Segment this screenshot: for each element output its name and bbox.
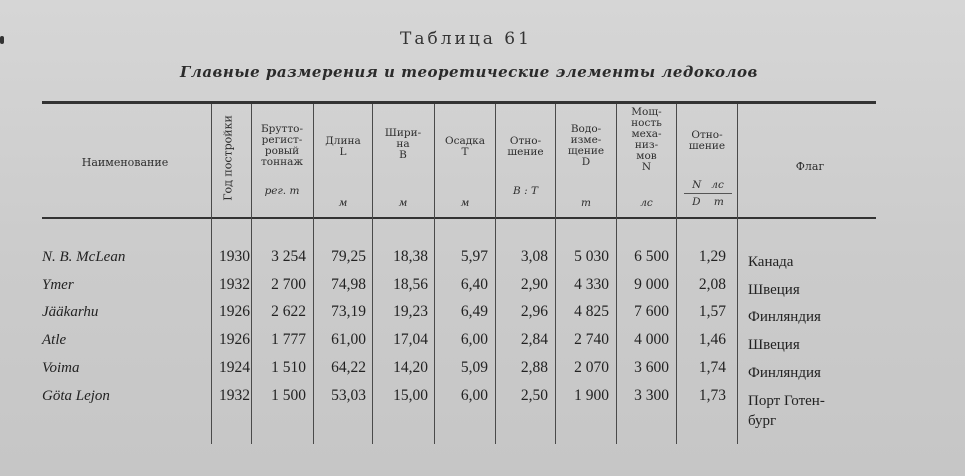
cell-tonnage: 2 700 <box>271 276 306 293</box>
cell-disp: 4 330 <box>574 276 609 293</box>
column-divider <box>211 104 212 444</box>
column-divider <box>555 104 556 444</box>
header-power: Мощ- ность меха- низ- мов N <box>631 106 662 173</box>
cell-disp: 2 070 <box>574 359 609 376</box>
cell-nd: 1,46 <box>698 331 726 348</box>
cell-nd: 1,73 <box>698 387 726 404</box>
cell-draft: 6,40 <box>460 276 488 293</box>
header-draft-unit: м <box>460 197 470 209</box>
ship-name: Göta Lejon <box>42 388 110 404</box>
cell-flag: Швеция <box>748 282 800 298</box>
cell-year: 1926 <box>219 303 250 320</box>
cell-flag: Порт Готен- бург <box>748 393 825 429</box>
ship-name: Atle <box>42 332 67 348</box>
cell-draft: 5,97 <box>460 248 488 265</box>
header-displacement: Водо- изме- щение D <box>567 123 605 168</box>
cell-draft: 5,09 <box>460 359 488 376</box>
cell-bt: 2,90 <box>520 276 548 293</box>
cell-disp: 5 030 <box>574 248 609 265</box>
header-ratio-nd-bottom: D т <box>692 196 724 208</box>
cell-width: 15,00 <box>393 387 428 404</box>
cell-length: 61,00 <box>331 331 366 348</box>
header-length: Длина L <box>325 135 361 158</box>
cell-power: 9 000 <box>634 276 669 293</box>
table-title: Главные размерения и теоретические элементы ледоколов <box>180 63 758 81</box>
header-name: Наименование <box>81 156 169 169</box>
cell-tonnage: 2 622 <box>271 303 306 320</box>
cell-power: 3 300 <box>634 387 669 404</box>
cell-nd: 1,29 <box>698 248 726 265</box>
cell-draft: 6,00 <box>460 387 488 404</box>
header-tonnage-unit: рег. т <box>264 185 300 197</box>
cell-year: 1924 <box>219 359 250 376</box>
header-ratio-bt-unit: B : T <box>513 185 538 197</box>
cell-power: 6 500 <box>634 248 669 265</box>
cell-bt: 3,08 <box>520 248 548 265</box>
header-ratio-bt: Отно- шение <box>507 135 544 158</box>
cell-year: 1932 <box>219 387 250 404</box>
column-divider <box>434 104 435 444</box>
cell-draft: 6,00 <box>460 331 488 348</box>
header-ratio-nd: Отно- шение <box>688 129 726 152</box>
cell-power: 7 600 <box>634 303 669 320</box>
cell-year: 1932 <box>219 276 250 293</box>
cell-nd: 1,74 <box>698 359 726 376</box>
header-year: Год постройки <box>221 115 235 201</box>
cell-nd: 1,57 <box>698 303 726 320</box>
column-divider <box>616 104 617 444</box>
cell-bt: 2,84 <box>520 331 548 348</box>
cell-flag: Финляндия <box>748 309 821 325</box>
cell-width: 18,56 <box>393 276 428 293</box>
cell-draft: 6,49 <box>460 303 488 320</box>
cell-width: 19,23 <box>393 303 428 320</box>
margin-mark <box>0 36 4 44</box>
column-divider <box>737 104 738 444</box>
cell-width: 17,04 <box>393 331 428 348</box>
cell-power: 3 600 <box>634 359 669 376</box>
header-width: Шири- на B <box>384 127 422 161</box>
column-divider <box>251 104 252 444</box>
cell-disp: 1 900 <box>574 387 609 404</box>
column-divider <box>313 104 314 444</box>
cell-flag: Швеция <box>748 337 800 353</box>
cell-flag: Финляндия <box>748 365 821 381</box>
cell-tonnage: 1 500 <box>271 387 306 404</box>
cell-tonnage: 1 510 <box>271 359 306 376</box>
cell-length: 74,98 <box>331 276 366 293</box>
cell-year: 1926 <box>219 331 250 348</box>
top-rule <box>42 101 876 104</box>
table-number: Таблица 61 <box>400 29 532 49</box>
ship-name: Ymer <box>42 277 74 293</box>
cell-disp: 2 740 <box>574 331 609 348</box>
cell-width: 14,20 <box>393 359 428 376</box>
cell-power: 4 000 <box>634 331 669 348</box>
column-divider <box>372 104 373 444</box>
header-ratio-nd-top: N лс <box>692 179 724 191</box>
header-draft: Осадка T <box>444 135 486 158</box>
cell-length: 53,03 <box>331 387 366 404</box>
cell-length: 64,22 <box>331 359 366 376</box>
header-width-unit: м <box>398 197 408 209</box>
cell-width: 18,38 <box>393 248 428 265</box>
cell-bt: 2,50 <box>520 387 548 404</box>
cell-tonnage: 1 777 <box>271 331 306 348</box>
cell-year: 1930 <box>219 248 250 265</box>
ship-name: Voima <box>42 360 80 376</box>
header-length-unit: м <box>338 197 348 209</box>
cell-length: 73,19 <box>331 303 366 320</box>
fraction-bar <box>684 193 732 194</box>
ship-name: N. B. McLean <box>42 249 126 265</box>
cell-disp: 4 825 <box>574 303 609 320</box>
cell-tonnage: 3 254 <box>271 248 306 265</box>
cell-flag: Канада <box>748 254 794 270</box>
header-power-unit: лс <box>640 197 653 209</box>
cell-bt: 2,96 <box>520 303 548 320</box>
header-tonnage: Брутто- регист- ровый тоннаж <box>260 123 304 168</box>
header-displacement-unit: т <box>581 197 591 209</box>
cell-nd: 2,08 <box>698 276 726 293</box>
column-divider <box>495 104 496 444</box>
cell-length: 79,25 <box>331 248 366 265</box>
header-bottom-rule <box>42 217 876 219</box>
cell-bt: 2,88 <box>520 359 548 376</box>
column-divider <box>676 104 677 444</box>
ship-name: Jääkarhu <box>42 304 99 320</box>
header-flag: Флаг <box>795 160 825 173</box>
